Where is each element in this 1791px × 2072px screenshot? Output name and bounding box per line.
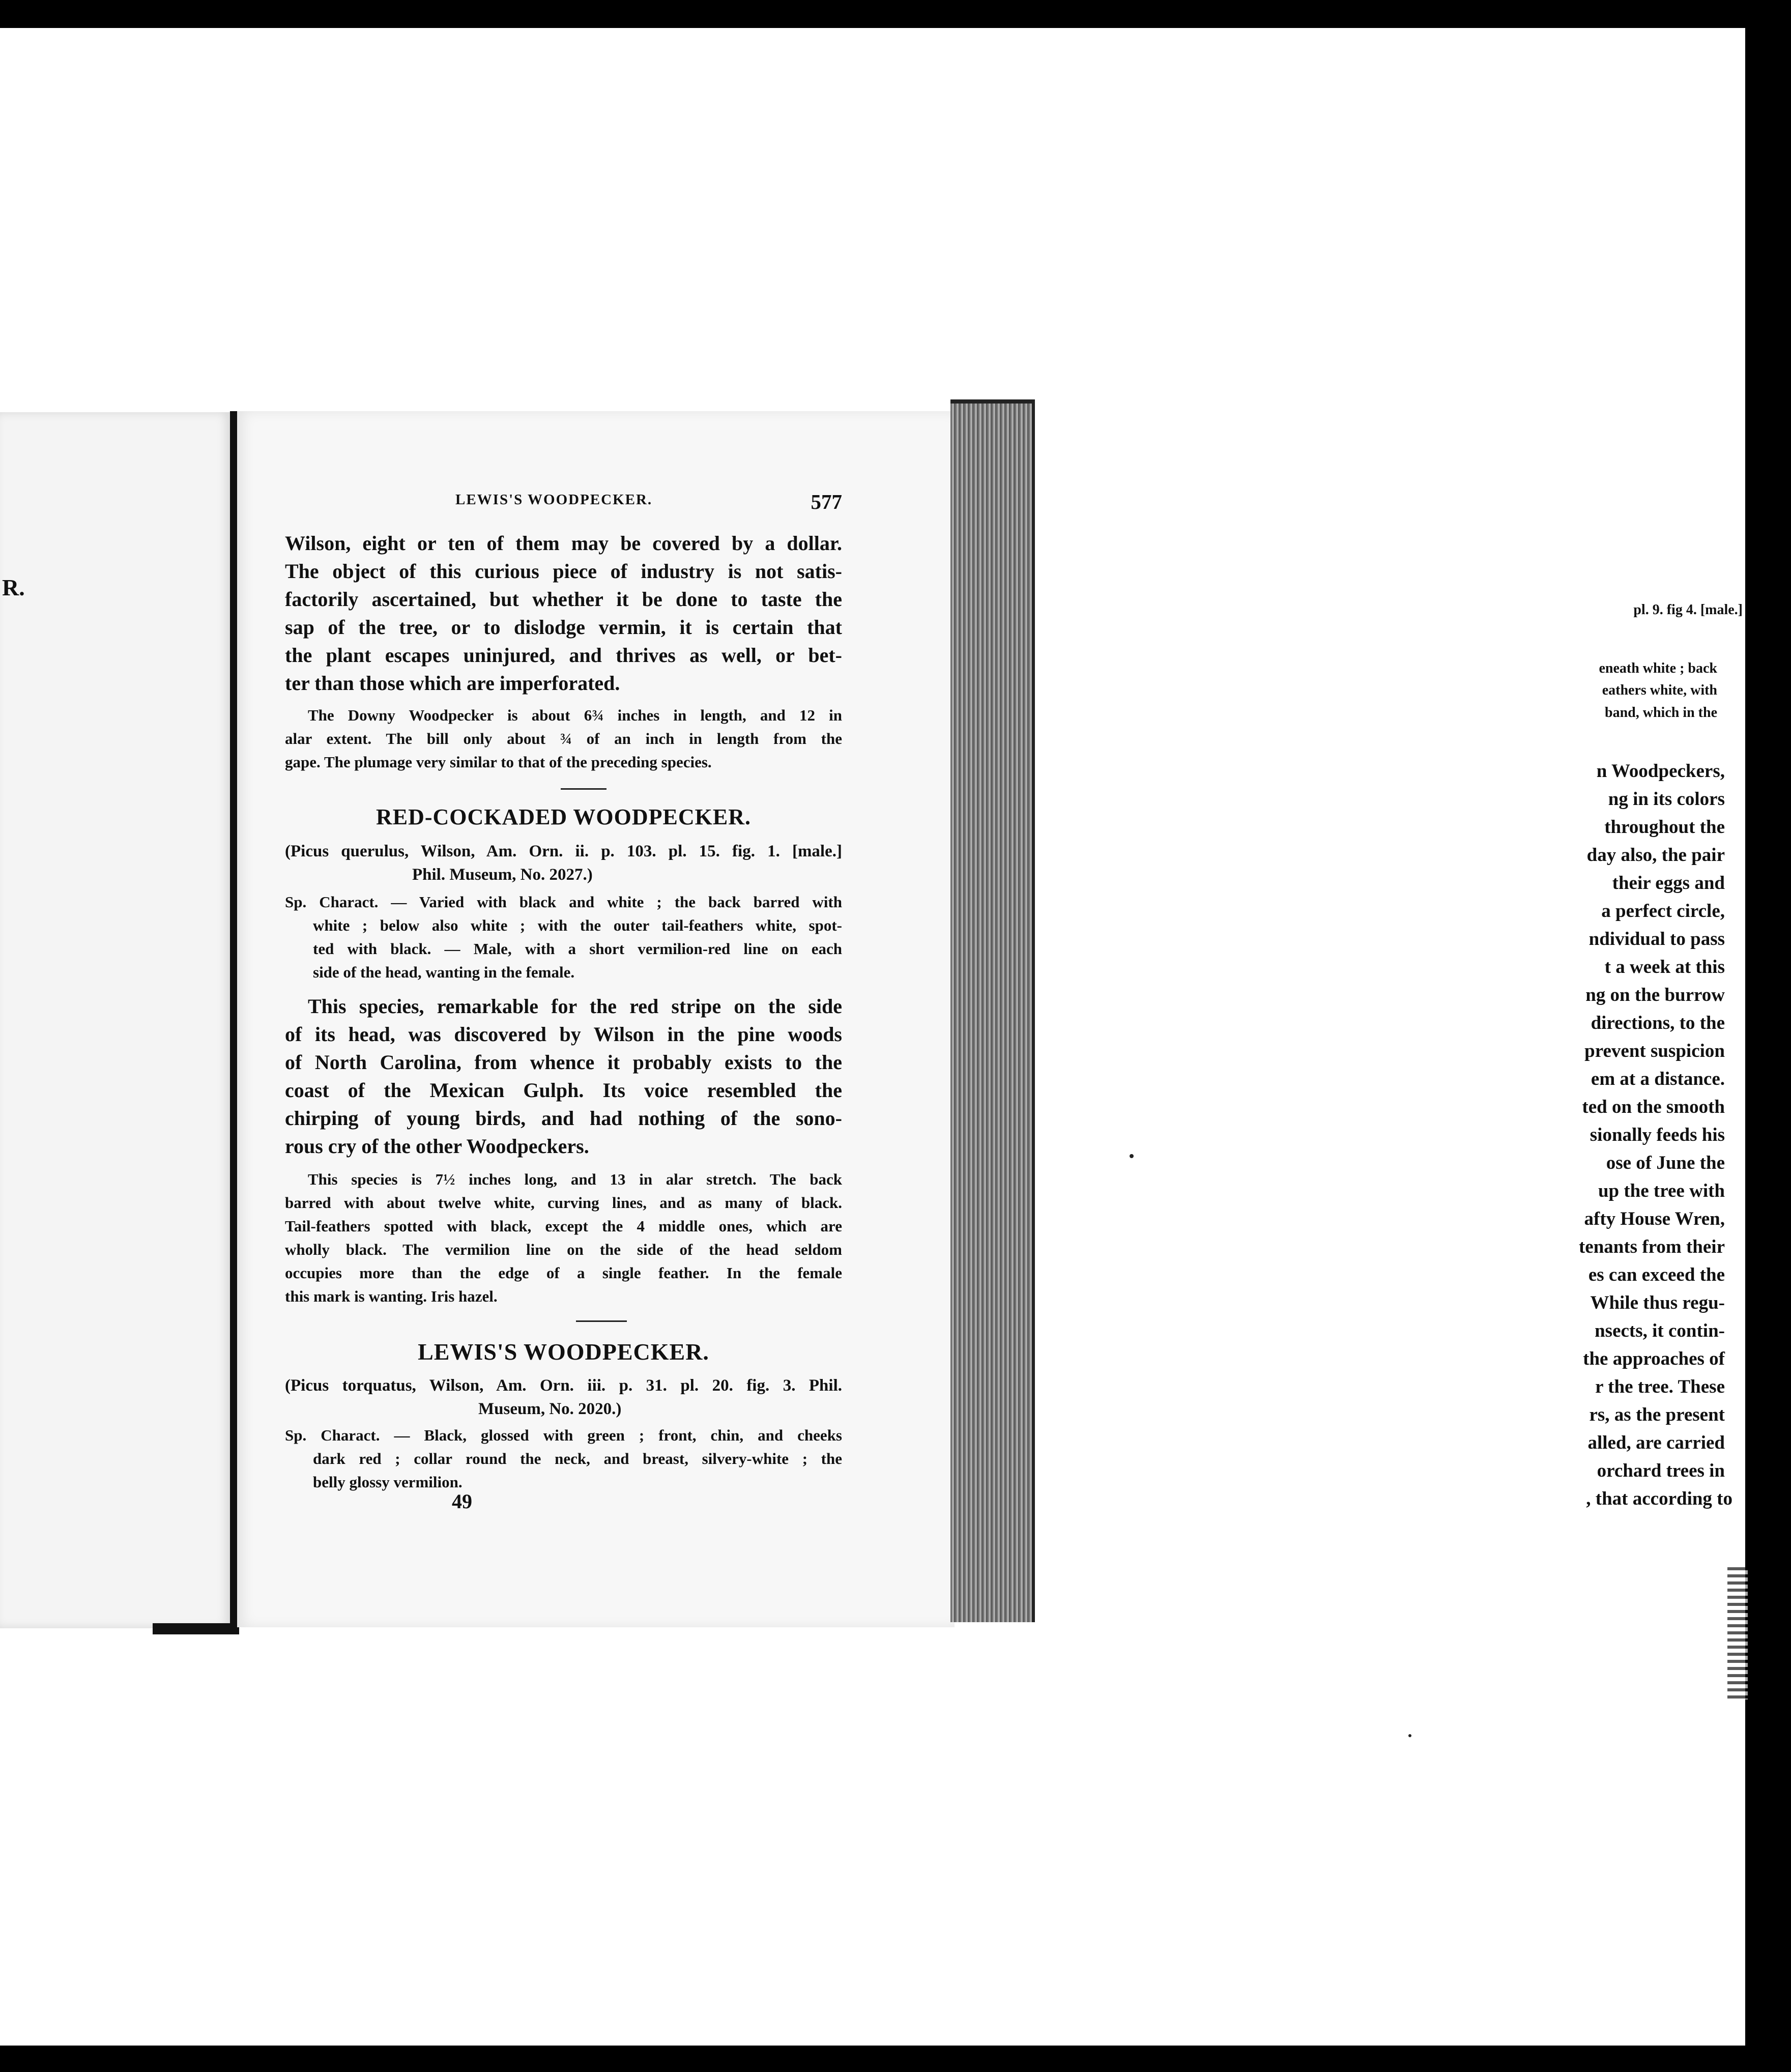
text-line: Sp. Charact. — Black, glossed with green ; front, chin, and cheeks xyxy=(285,1426,842,1444)
text-line: belly glossy vermilion. xyxy=(313,1473,463,1491)
left-page-line: eneath white ; back xyxy=(1599,660,1717,676)
speck xyxy=(1408,1734,1411,1737)
text-line: alar extent. The bill only about ¾ of an inch in length from the xyxy=(285,730,842,747)
left-page-line: tenants from their xyxy=(1578,1236,1725,1257)
left-page-line: es can exceed the xyxy=(1588,1264,1725,1285)
section-rule xyxy=(561,788,606,790)
text-line: of its head, was discovered by Wilson in the pine woods xyxy=(285,1023,842,1046)
running-head-title: LEWIS'S WOODPECKER. xyxy=(455,492,653,508)
text-line: (Picus torquatus, Wilson, Am. Orn. iii. p. 31. pl. 20. fig. 3. Phil. xyxy=(285,1376,842,1395)
text-line: Wilson, eight or ten of them may be covered by a dollar. xyxy=(285,532,842,555)
section-title-lewis: LEWIS'S WOODPECKER. xyxy=(418,1339,709,1365)
text-line: rous cry of the other Woodpeckers. xyxy=(285,1135,589,1158)
left-page xyxy=(0,412,232,1628)
left-page-line: up the tree with xyxy=(1598,1181,1725,1201)
left-page-line: eathers white, with xyxy=(1602,682,1717,698)
text-line: This species, remarkable for the red stripe on the side xyxy=(308,995,842,1018)
text-line: Museum, No. 2020.) xyxy=(478,1400,622,1418)
text-line: gape. The plumage very similar to that of the preceding species. xyxy=(285,753,712,771)
synonymy-red-cockaded xyxy=(285,840,842,886)
text-line: dark red ; collar round the neck, and breast, silvery-white ; the xyxy=(313,1450,842,1467)
left-page-line: alled, are carried xyxy=(1587,1432,1725,1453)
left-page-line: day also, the pair xyxy=(1586,845,1725,866)
page-edges xyxy=(950,399,1035,1622)
left-page-line: directions, to the xyxy=(1591,1013,1725,1033)
left-page-line: While thus regu- xyxy=(1590,1292,1725,1313)
left-page-line: ted on the smooth xyxy=(1582,1097,1725,1117)
left-page-line: sionally feeds his xyxy=(1590,1125,1725,1145)
scan-border-top xyxy=(0,0,1791,28)
scan-edge-noise xyxy=(1727,1567,1748,1700)
left-page-line: ndividual to pass xyxy=(1588,929,1725,949)
text-line: the plant escapes uninjured, and thrives as well, or bet- xyxy=(285,644,842,667)
left-page-line: n Woodpeckers, xyxy=(1596,761,1725,782)
text-line: side of the head, wanting in the female. xyxy=(313,963,575,981)
page-number: 577 xyxy=(811,490,842,513)
text-line: factorily ascertained, but whether it be done to taste the xyxy=(285,588,842,611)
scan-border-right xyxy=(1745,0,1791,2072)
left-page-line: em at a distance. xyxy=(1591,1069,1725,1089)
left-page-line: r the tree. These xyxy=(1595,1376,1725,1397)
downy-note xyxy=(285,704,842,774)
left-page-heading: R. xyxy=(2,574,25,600)
text-line: white ; below also white ; with the outer tail-feathers white, spot- xyxy=(313,916,842,934)
left-page-line: rs, as the present xyxy=(1589,1404,1725,1425)
left-page-line: ng in its colors xyxy=(1608,789,1725,810)
left-page-line: pl. 9. fig 4. [male.] xyxy=(1633,602,1743,618)
left-page-line: ose of June the xyxy=(1606,1153,1725,1173)
text-line: The Downy Woodpecker is about 6¾ inches in length, and 12 in xyxy=(308,706,842,724)
charact-red-cockaded xyxy=(285,890,842,984)
text-line: wholly black. The vermilion line on the side of the head seldom xyxy=(285,1241,842,1258)
text-line: This species is 7½ inches long, and 13 in alar stretch. The back xyxy=(308,1170,842,1188)
left-page-line: t a week at this xyxy=(1604,957,1725,977)
text-line: this mark is wanting. Iris hazel. xyxy=(285,1287,498,1305)
left-page-line: a perfect circle, xyxy=(1601,901,1725,922)
speck xyxy=(1130,1154,1134,1158)
left-page-line: ng on the burrow xyxy=(1585,985,1725,1005)
charact-lewis xyxy=(285,1424,842,1494)
synonymy-lewis xyxy=(285,1374,842,1421)
text-line: chirping of young birds, and had nothing of the sono- xyxy=(285,1107,842,1130)
text-line: (Picus querulus, Wilson, Am. Orn. ii. p. 103. pl. 15. fig. 1. [male.] xyxy=(285,842,842,860)
left-page-line: nsects, it contin- xyxy=(1595,1320,1725,1341)
text-line: barred with about twelve white, curving lines, and as many of black. xyxy=(285,1194,842,1212)
left-page-line: , that according to xyxy=(1586,1488,1732,1509)
text-line: occupies more than the edge of a single feather. In the female xyxy=(285,1264,842,1282)
left-page-line: their eggs and xyxy=(1612,873,1725,894)
text-line: ter than those which are imperforated. xyxy=(285,672,620,695)
left-page-line: throughout the xyxy=(1604,817,1725,838)
section-rule xyxy=(576,1320,627,1322)
left-page-line: the approaches of xyxy=(1583,1348,1725,1369)
text-line: The object of this curious piece of industry is not satis- xyxy=(285,560,842,583)
paragraph-continuation xyxy=(285,529,842,697)
text-line: Tail-feathers spotted with black, except the 4 middle ones, which are xyxy=(285,1217,842,1235)
left-page-line: prevent suspicion xyxy=(1584,1041,1725,1061)
text-line: coast of the Mexican Gulph. Its voice resembled the xyxy=(285,1079,842,1102)
signature-mark: 49 xyxy=(452,1490,472,1513)
body-red-cockaded xyxy=(285,992,842,1160)
running-head xyxy=(285,490,842,515)
section-title-red-cockaded: RED-COCKADED WOODPECKER. xyxy=(375,804,751,829)
text-line: Phil. Museum, No. 2027.) xyxy=(412,866,593,884)
text-line: sap of the tree, or to dislodge vermin, it is certain that xyxy=(285,616,842,639)
book-spine xyxy=(230,411,237,1632)
text-line: Sp. Charact. — Varied with black and white ; the back barred with xyxy=(285,893,842,911)
left-page-line: band, which in the xyxy=(1605,705,1717,721)
left-page-line: afty House Wren, xyxy=(1584,1208,1725,1229)
scan-border-bottom xyxy=(0,2046,1791,2072)
note-red-cockaded xyxy=(285,1168,842,1308)
text-line: of North Carolina, from whence it probably exists to the xyxy=(285,1051,842,1074)
text-line: ted with black. — Male, with a short vermilion-red line on each xyxy=(313,940,842,958)
left-page-line: orchard trees in xyxy=(1597,1460,1725,1481)
book-spine-foot xyxy=(153,1623,239,1634)
